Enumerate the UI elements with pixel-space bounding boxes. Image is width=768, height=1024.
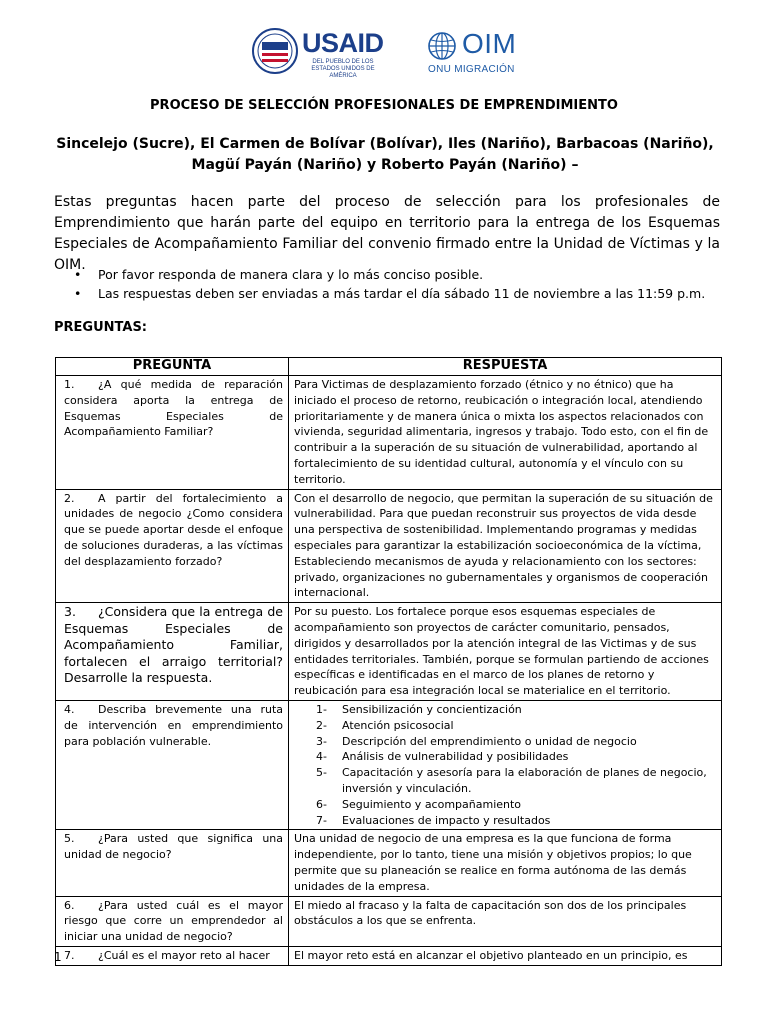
header-logos — [0, 24, 768, 84]
usaid-logo — [252, 28, 392, 80]
instructions-list — [74, 265, 734, 303]
answer-cell: Para Victimas de desplazamiento forzado (étnico y no étnico) que ha iniciado el proceso de retorno, reubicación o integración local, atendiendo prioritariamente y de manera única o mixta los aspectos relacionados con vivienda, seguridad alimentaria, ingresos y trabajo. Todo esto, con el fin de contribuir a la superación de su situación de vulnerabilidad, aportando al fortalecimiento de su identidad cultural, autonomía y el vínculo con su territorio. — [289, 376, 722, 490]
step-number: 6- — [316, 797, 327, 811]
table-row — [56, 376, 722, 490]
question-cell — [56, 896, 289, 946]
question-text: Describa brevemente una ruta de intervención en emprendimiento para población vulnerable. — [64, 702, 283, 748]
question-number: 3. — [64, 604, 76, 620]
question-cell — [56, 489, 289, 603]
question-number: 1. — [64, 378, 75, 391]
list-item — [294, 749, 716, 765]
table-header-row — [56, 358, 722, 376]
table-row — [56, 700, 722, 829]
question-text: ¿Considera que la entrega de Esquemas Especiales de Acompañamiento Familiar, fortalecen el arraigo territorial? Desarrolle la respuesta. — [64, 604, 283, 686]
intervention-steps-list — [294, 702, 716, 828]
step-text: Atención psicosocial — [342, 718, 454, 732]
question-number: 5. — [64, 832, 75, 846]
answer-cell: El miedo al fracaso y la falta de capacitación son dos de los principales obstáculos a los que se enfrenta. — [289, 896, 722, 946]
step-number: 5- — [316, 766, 327, 780]
table-row — [56, 603, 722, 701]
usaid-tagline: DEL PUEBLO DE LOS ESTADOS UNIDOS DE AMÉRICA — [311, 59, 375, 79]
question-cell — [56, 946, 289, 965]
question-text: A partir del fortalecimiento a unidades de negocio ¿Como considera que se puede aportar desde el enfoque de soluciones duraderas, a las víctimas del desplazamiento forzado? — [64, 491, 283, 568]
question-text: ¿A qué medida de reparación considera aporta la entrega de Esquemas Especiales de Acompañamiento Familiar? — [64, 378, 283, 439]
question-cell — [56, 830, 289, 896]
step-text: Evaluaciones de impacto y resultados — [342, 813, 551, 827]
answer-cell: Una unidad de negocio de una empresa es la que funciona de forma independiente, por lo tanto, tiene una misión y objetivos propios; lo que permite que su planeación se realice en forma autónoma de las demás unidades de la empresa. — [289, 830, 722, 896]
step-number: 7- — [316, 813, 327, 827]
answer-cell — [289, 700, 722, 829]
question-cell — [56, 603, 289, 701]
list-item — [294, 765, 716, 797]
step-text: Sensibilización y concientización — [342, 702, 522, 716]
question-number: 4. — [64, 702, 75, 716]
question-number: 6. — [64, 898, 75, 912]
intro-paragraph: Estas preguntas hacen parte del proceso de selección para los profesionales de Emprendimiento que harán parte del equipo en territorio para la entrega de los Esquemas Especiales de Acompañamiento Familiar del convenio firmado entre la Unidad de Víctimas y la OIM. — [54, 194, 720, 273]
list-item — [294, 702, 716, 718]
usaid-seal-icon — [252, 28, 298, 74]
list-item: • Por favor responda de manera clara y lo más conciso posible. — [74, 265, 734, 284]
locations-line: Sincelejo (Sucre), El Carmen de Bolívar (Bolívar), Iles (Nariño), Barbacoas (Nariño), Magüí Payán (Nariño) y Roberto Payán (Nariño) – — [56, 136, 714, 173]
questions-table — [55, 357, 722, 966]
page-number: 1 — [54, 950, 62, 964]
table-row — [56, 946, 722, 965]
question-cell — [56, 700, 289, 829]
step-text: Descripción del emprendimiento o unidad de negocio — [342, 734, 637, 748]
list-item — [294, 734, 716, 750]
usaid-wordmark: USAID — [302, 28, 384, 58]
list-item: • Las respuestas deben ser enviadas a más tardar el día sábado 11 de noviembre a las 11:59 p.m. — [74, 284, 734, 303]
oim-wordmark: OIM — [462, 28, 517, 59]
question-cell — [56, 376, 289, 490]
step-text: Análisis de vulnerabilidad y posibilidades — [342, 750, 569, 764]
answer-cell: Con el desarrollo de negocio, que permitan la superación de su situación de vulnerabilidad. Para que puedan reconstruir sus proyectos de vida desde una perspectiva de sostenibilidad. Implementando programas y medidas especiales para garantizar la estabilización socioeconómica de la víctima, Estableciendo mecanismos de ayuda y relacionamiento con los sectores: privado, organizaciones no gubernamentales y organismos de cooperación internacional. — [289, 489, 722, 603]
question-number: 2. — [64, 491, 75, 505]
column-header-respuesta: RESPUESTA — [289, 358, 722, 376]
question-text: ¿Para usted cuál es el mayor riesgo que corre un emprendedor al iniciar una unidad de negocio? — [64, 898, 283, 944]
question-text: ¿Para usted que significa una unidad de negocio? — [64, 832, 283, 862]
step-text: Capacitación y asesoría para la elaboración de planes de negocio, inversión y vinculación. — [342, 766, 707, 795]
list-item — [294, 797, 716, 813]
oim-logo — [426, 30, 536, 80]
table-row — [56, 896, 722, 946]
list-item — [294, 813, 716, 829]
step-number: 1- — [316, 702, 327, 716]
question-text: ¿Cuál es el mayor reto al hacer — [98, 948, 270, 962]
answer-cell: El mayor reto está en alcanzar el objetivo planteado en un principio, es — [289, 946, 722, 965]
un-globe-icon — [426, 30, 458, 62]
oim-tagline: ONU MIGRACIÓN — [428, 64, 515, 75]
document-title: PROCESO DE SELECCIÓN PROFESIONALES DE EMPRENDIMIENTO — [150, 98, 618, 113]
answer-cell: Por su puesto. Los fortalece porque esos esquemas especiales de acompañamiento son proyectos de carácter comunitario, pensados, dirigidos y desarrollados por la atención integral de las Victimas y de sus entidades territoriales. También, porque se formulan partiendo de acciones específicas e identificadas en el marco de los planes de retorno y reubicación para esa integración local se materialice en el territorio. — [289, 603, 722, 701]
step-text: Seguimiento y acompañamiento — [342, 797, 522, 811]
column-header-pregunta: PREGUNTA — [56, 358, 289, 376]
section-heading: PREGUNTAS: — [54, 320, 148, 335]
list-item — [294, 718, 716, 734]
table-row — [56, 830, 722, 896]
step-number: 4- — [316, 750, 327, 764]
step-number: 3- — [316, 734, 327, 748]
question-number: 7. — [64, 948, 75, 962]
step-number: 2- — [316, 718, 327, 732]
table-row — [56, 489, 722, 603]
